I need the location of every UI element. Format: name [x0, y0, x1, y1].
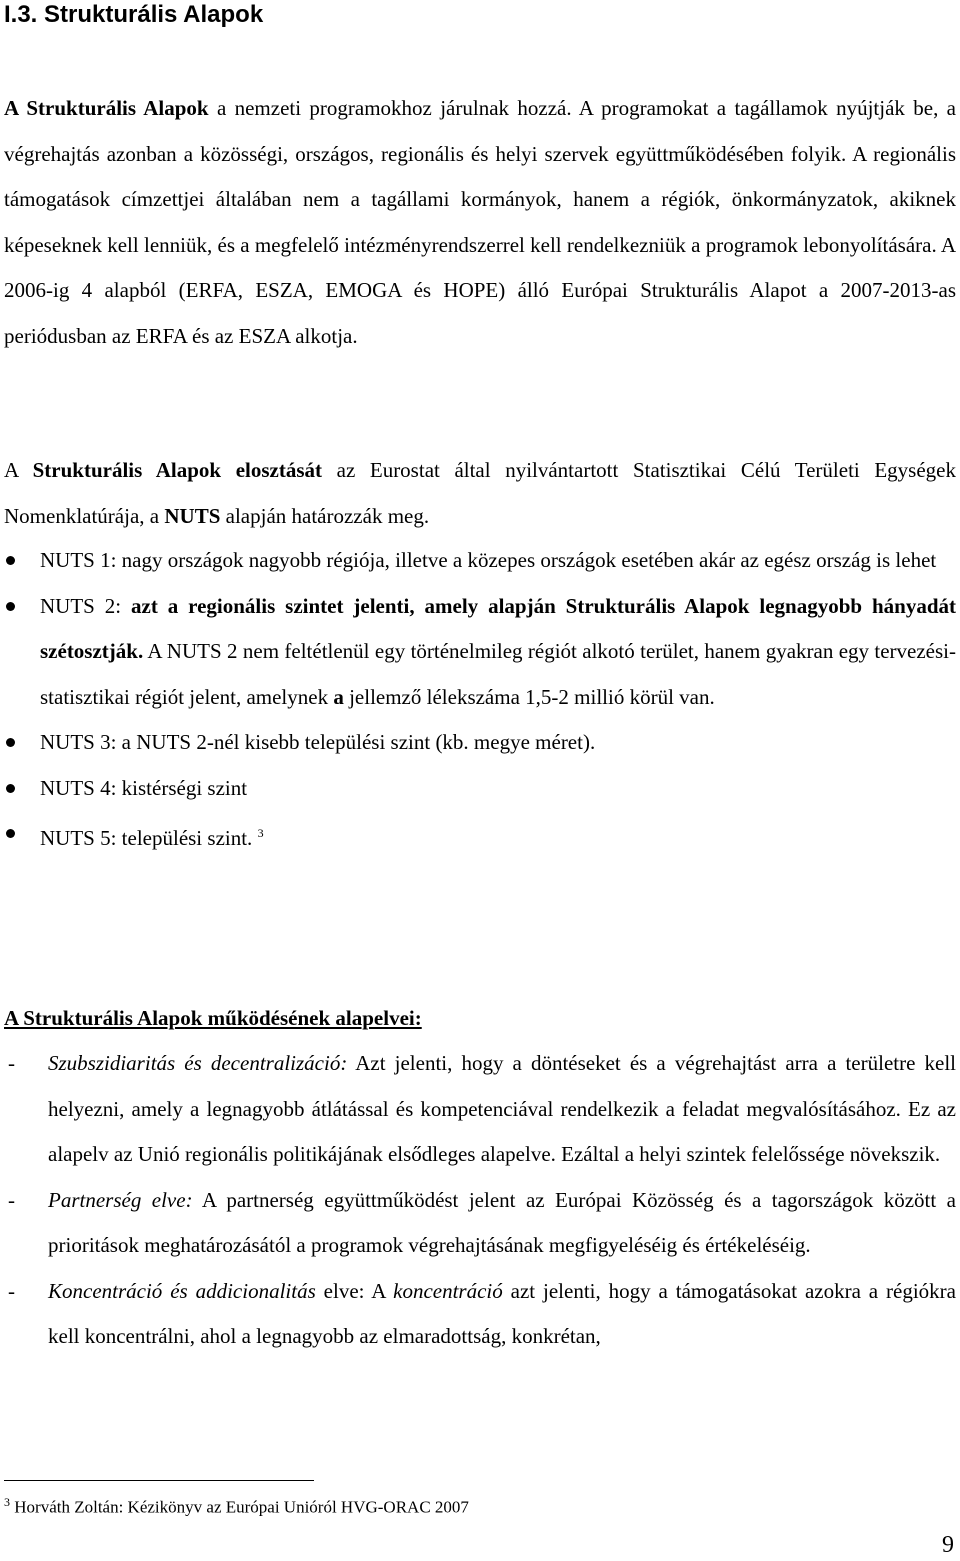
footnote-divider: [4, 1480, 314, 1481]
list-item-text: NUTS 1: nagy országok nagyobb régiója, illetve a közepes országok esetében akár az egész ország is lehet: [40, 548, 937, 572]
italic-term: Partnerség elve:: [48, 1187, 193, 1212]
list-item-text: NUTS 2:: [40, 593, 131, 618]
bold-term: Strukturális Alapok elosztását: [32, 458, 323, 482]
footnote-number: 3: [4, 1495, 10, 1509]
list-item-text: jellemző lélekszáma 1,5-2 millió körül van.: [343, 684, 715, 709]
footnote-reference[interactable]: 3: [257, 826, 264, 840]
section-heading: I.3. Strukturális Alapok: [4, 1, 264, 28]
list-item-text: azt jelenti, hogy a támogatásokat azokra a régiókra kell koncentrálni, ahol a legnagyobb az elmaradottság, konkrétan,: [48, 1278, 956, 1348]
paragraph-text: a nemzeti programokhoz járulnak hozzá. A programokat a tagállamok nyújtják be, a végrehajtás azonban a közösségi, országos, regionális és helyi szervek együttműködésében folyik. A regionális támogatások címzettjei általában nem a tagállami kormányok, hanem a régiók, önkormányzatok, akiknek képeseknek kell lenniük, és a megfelelő intézményrendszerrel kell rendelkezniük a programok lebonyolítására. A 2006-ig 4 alapból (ERFA, ESZA, EMOGA és HOPE) álló Európai Strukturális Alapot a 2007-2013-as periódusban az ERFA és az ESZA alkotja.: [4, 96, 956, 348]
paragraph-nuts: [4, 448, 956, 539]
list-item-nuts1: [4, 538, 956, 584]
list-item-text: NUTS 5: települési szint.: [40, 826, 258, 850]
list-item-nuts4: [4, 766, 956, 812]
list-item-text: NUTS 3: a NUTS 2-nél kisebb települési szint (kb. megye méret).: [40, 730, 596, 754]
list-item-text: Azt jelenti, hogy a döntéseket és a végrehajtást arra a területre kell helyezni, amely a legnagyobb átlátással és kompetenciával rendelkezik a feladat megvalósításához. Ez az alapelv az Unió regionális politikájának elsődleges alapelve. Ezáltal a helyi szintek felelőssége növekszik.: [48, 1051, 956, 1166]
principle-item-partnership: [4, 1178, 956, 1269]
list-item-nuts2: [4, 584, 956, 721]
paragraph-text: alapján határozzák meg.: [220, 503, 430, 528]
italic-term: koncentráció: [393, 1278, 503, 1303]
paragraph-intro: [4, 86, 956, 359]
list-item-nuts5: [4, 811, 956, 862]
paragraph-text: A: [4, 458, 33, 482]
principle-item-subsidiarity: [4, 1041, 956, 1178]
principles-heading: A Strukturális Alapok működésének alapelvei:: [4, 1006, 422, 1030]
paragraph-text: az Eurostat által nyilvántartott Statisztikai Célú Területi Egységek Nomenklatúrája, a: [4, 458, 956, 528]
bold-term: a: [333, 684, 344, 709]
list-item-text: A NUTS 2 nem feltétlenül egy történelmileg régiót alkotó terület, hanem gyakran egy tervezési-statisztikai régiót jelent, amelynek: [40, 639, 956, 709]
footnote: [4, 1490, 469, 1520]
bold-term: azt a regionális szintet jelenti, amely alapján Strukturális Alapok legnagyobb hányadát szétosztják.: [40, 593, 956, 663]
list-item-text: A partnerség együttműködést jelent az Európai Közösség és a tagországok között a prioritások meghatározásától a programok végrehajtásának megfigyeléséig és értékeléséig.: [48, 1187, 956, 1257]
bold-term: NUTS: [164, 503, 221, 528]
footnote-text: Horváth Zoltán: Kézikönyv az Európai Unióról HVG-ORAC 2007: [10, 1497, 469, 1517]
nuts-list: [4, 538, 956, 862]
list-item-nuts3: [4, 720, 956, 766]
principles-list: [4, 1041, 956, 1360]
italic-term: Koncentráció és addicionalitás: [48, 1278, 316, 1303]
principle-item-concentration: [4, 1269, 956, 1360]
bold-term: A Strukturális Alapok: [4, 96, 209, 120]
list-item-text: elve: A: [315, 1278, 394, 1303]
list-item-text: NUTS 4: kistérségi szint: [40, 775, 248, 800]
page-number: 9: [942, 1532, 954, 1558]
italic-term: Szubszidiaritás és decentralizáció:: [48, 1051, 348, 1075]
